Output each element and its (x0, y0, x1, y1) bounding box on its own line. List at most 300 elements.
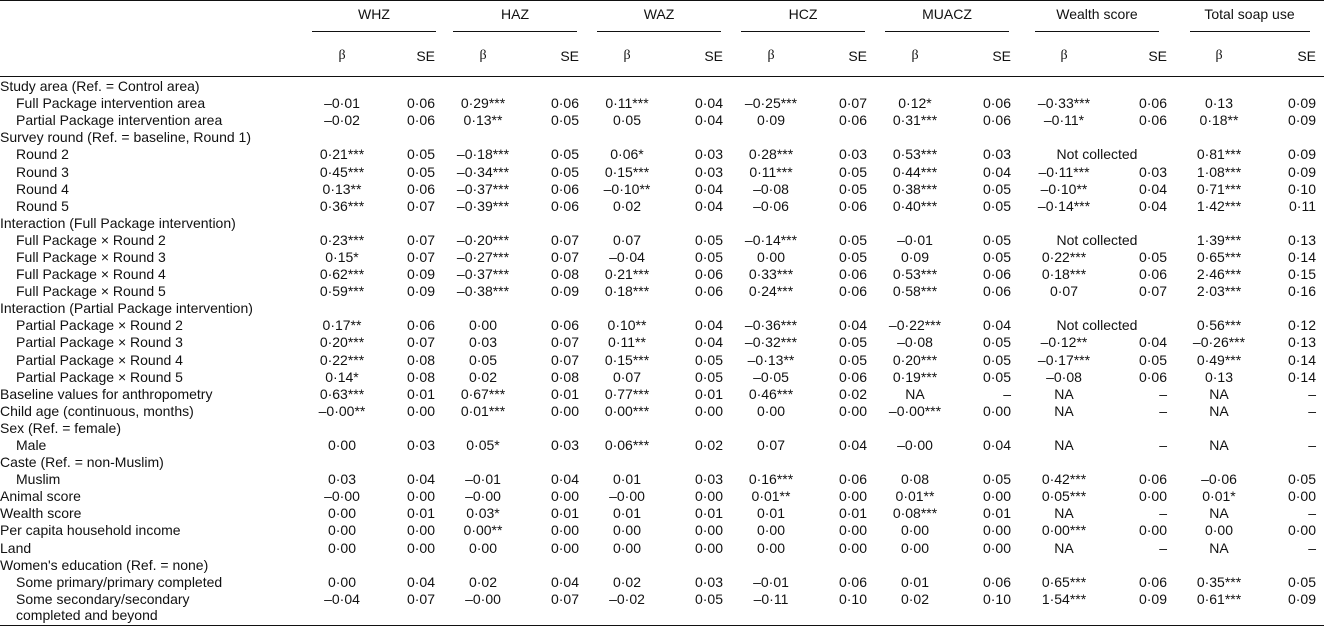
column-group-header (443, 1, 587, 37)
se-value: 0·05 (982, 197, 1011, 214)
row-label: Round 4 (16, 180, 69, 197)
se-header: SE (667, 36, 731, 77)
se-value: 0·03 (1138, 163, 1167, 180)
beta-value: 0·63*** (319, 385, 365, 402)
se-value: – (1159, 539, 1167, 556)
table-row (0, 471, 1324, 488)
se-value: 0·11 (1289, 197, 1316, 214)
beta-value: 0·06*** (604, 437, 650, 454)
table-row (0, 437, 1324, 454)
beta-value: –0·04 (609, 248, 645, 265)
beta-value: 0·03 (468, 334, 498, 351)
se-value: 0·04 (982, 317, 1011, 334)
se-value: 0·05 (694, 248, 723, 265)
beta-value: 0·06* (610, 146, 644, 163)
table-row (0, 283, 1324, 300)
beta-value: 0·45*** (319, 163, 365, 180)
table-row (0, 163, 1324, 180)
beta-value: 0·44*** (892, 163, 938, 180)
beta-value: 0·53*** (892, 266, 938, 283)
beta-value: 0·01*** (460, 402, 506, 419)
beta-value: 0·22*** (319, 351, 365, 368)
row-label: Partial Package × Round 5 (16, 368, 183, 385)
se-value: 0·06 (550, 317, 579, 334)
beta-value: –0·10** (1040, 180, 1088, 197)
table-row (0, 249, 1324, 266)
se-header: SE (811, 36, 875, 77)
beta-value: 0·13** (463, 112, 503, 129)
se-value: 0·07 (550, 334, 579, 351)
beta-value: –0·00 (443, 591, 523, 626)
beta-value: NA (1054, 505, 1074, 522)
se-value: 0·04 (1138, 334, 1167, 351)
beta-value: –0·00 (324, 488, 360, 505)
beta-value: –0·01 (324, 95, 360, 112)
se-value: 0·06 (550, 197, 579, 214)
beta-value: 0·33*** (748, 266, 794, 283)
row-label: Round 3 (16, 163, 69, 180)
se-value: 0·07 (838, 95, 867, 112)
se-value: 0·00 (694, 522, 723, 539)
se-value: – (1159, 505, 1167, 522)
column-group-header (731, 1, 875, 37)
beta-value: 0·71*** (1196, 180, 1242, 197)
beta-value: 0·00** (463, 522, 503, 539)
se-value: 0·04 (694, 197, 723, 214)
se-value: 0·00 (982, 522, 1011, 539)
beta-header: β (443, 36, 523, 77)
table-row (0, 181, 1324, 198)
se-value: 0·00 (1138, 488, 1167, 505)
table-row (0, 215, 1324, 232)
table-body (0, 77, 1324, 626)
se-value: 0·00 (838, 402, 867, 419)
beta-value: –0·20*** (456, 231, 510, 248)
se-value: 0·00 (550, 488, 579, 505)
beta-value: –0·33*** (1037, 95, 1091, 112)
table-row (0, 300, 1324, 317)
se-value: 0·00 (838, 522, 867, 539)
beta-value: –0·13** (747, 351, 795, 368)
row-label: Women's education (Ref. = none) (0, 556, 209, 573)
se-value: 0·05 (982, 471, 1011, 488)
beta-value: 0·49*** (1196, 351, 1242, 368)
row-label: Baseline values for anthropometry (0, 385, 213, 402)
se-value: 0·07 (406, 197, 435, 214)
beta-value: 0·05 (468, 351, 498, 368)
beta-value: 0·00*** (604, 402, 650, 419)
row-label: Caste (Ref. = non-Muslim) (0, 454, 164, 471)
se-value: 0·01 (694, 505, 723, 522)
not-collected-cell: Not collected (1056, 317, 1138, 334)
se-value: 0·06 (406, 112, 435, 129)
beta-value: 0·20*** (319, 334, 365, 351)
row-label: Muslim (16, 471, 61, 488)
se-value: 0·10 (955, 591, 1019, 626)
beta-value: –0·00** (318, 402, 366, 419)
table-row (0, 129, 1324, 146)
se-value: 0·06 (694, 283, 723, 300)
column-group-header (1019, 1, 1175, 37)
row-label: Land (0, 539, 32, 556)
beta-value: 0·22*** (1041, 248, 1087, 265)
se-value: 0·04 (406, 573, 435, 590)
se-value: 0·05 (838, 163, 867, 180)
beta-value: 0·12* (898, 95, 932, 112)
beta-value: –0·04 (305, 591, 379, 626)
beta-value: 0·17** (322, 317, 362, 334)
beta-value: 0·19*** (892, 368, 938, 385)
beta-value: NA (1054, 385, 1074, 402)
beta-value: NA (1054, 402, 1074, 419)
beta-value: 0·00 (900, 522, 930, 539)
se-value: 0·05 (406, 146, 435, 163)
se-value: 0·14 (1287, 351, 1316, 368)
se-value: 0·04 (694, 334, 723, 351)
se-value: 0·06 (838, 573, 867, 590)
se-value: 0·01 (838, 505, 867, 522)
beta-value: –0·00 (609, 488, 645, 505)
beta-value: 0·08 (900, 471, 930, 488)
beta-value: 1·42*** (1196, 197, 1242, 214)
se-value: 0·07 (406, 231, 435, 248)
se-value: – (1159, 437, 1167, 454)
table-row (0, 557, 1324, 574)
beta-value: 0·07 (756, 437, 786, 454)
table-row (0, 232, 1324, 249)
se-value: 0·14 (1287, 248, 1316, 265)
se-value: 0·07 (550, 248, 579, 265)
beta-value: 0·00*** (1041, 522, 1087, 539)
se-value: 0·00 (1287, 488, 1316, 505)
beta-value: 0·11*** (749, 163, 793, 180)
beta-value: 0·46*** (748, 385, 794, 402)
beta-value: 0·02 (612, 197, 642, 214)
beta-value: NA (1209, 402, 1229, 419)
beta-value: –0·14*** (1037, 197, 1091, 214)
se-value: 0·05 (550, 112, 579, 129)
row-label: Full Package intervention area (16, 95, 206, 112)
se-value: 0·04 (982, 437, 1011, 454)
beta-value: 0·03* (466, 505, 500, 522)
table-row (0, 369, 1324, 386)
beta-value: 0·10** (607, 317, 647, 334)
beta-value: 0·00 (468, 317, 498, 334)
se-value: 0·13 (1287, 231, 1316, 248)
se-value: 0·00 (406, 488, 435, 505)
beta-value: NA (1209, 437, 1229, 454)
beta-value: –0·01 (465, 471, 501, 488)
se-value: 0·06 (1138, 471, 1167, 488)
beta-value: –0·36*** (744, 317, 798, 334)
beta-value: –0·18*** (456, 146, 510, 163)
se-value: 0·06 (406, 95, 435, 112)
se-value: 0·06 (982, 266, 1011, 283)
beta-value: –0·17*** (1037, 351, 1091, 368)
se-value: – (1308, 539, 1316, 556)
table-row (0, 266, 1324, 283)
beta-value: –0·22*** (888, 317, 942, 334)
beta-value: 0·03 (327, 471, 357, 488)
se-value: 0·00 (982, 402, 1011, 419)
beta-value: 0·00 (1204, 522, 1234, 539)
column-group-header (305, 1, 443, 37)
beta-value: 0·01 (612, 471, 642, 488)
row-label: Interaction (Partial Package intervention) (0, 300, 253, 317)
se-value: 0·01 (550, 505, 579, 522)
table-row (0, 420, 1324, 437)
se-value: 0·03 (694, 146, 723, 163)
beta-value: 0·00 (327, 437, 357, 454)
not-collected-cell: Not collected (1056, 231, 1138, 248)
beta-value: 0·05 (612, 112, 642, 129)
se-value: 0·05 (694, 351, 723, 368)
se-value: 0·09 (1263, 591, 1324, 626)
beta-value: 0·00 (468, 539, 498, 556)
se-value: 0·00 (550, 539, 579, 556)
row-label: Survey round (Ref. = baseline, Round 1) (0, 129, 251, 146)
table-row (0, 403, 1324, 420)
beta-value: –0·37*** (456, 266, 510, 283)
column-group-label: Wealth score (1035, 6, 1159, 32)
se-value: 0·01 (694, 385, 723, 402)
beta-value: 0·59*** (319, 283, 365, 300)
beta-value: 0·00 (756, 539, 786, 556)
beta-value: –0·38*** (456, 283, 510, 300)
row-label: Study area (Ref. = Control area) (0, 78, 200, 95)
table-header (0, 1, 1324, 77)
se-value: 0·06 (982, 573, 1011, 590)
se-value: 0·09 (406, 266, 435, 283)
row-label: Partial Package × Round 2 (16, 317, 183, 334)
beta-value: 0·77*** (604, 385, 650, 402)
se-header: SE (379, 36, 443, 77)
se-value: 0·08 (406, 368, 435, 385)
beta-value: 0·09 (900, 248, 930, 265)
beta-value: –0·05 (753, 368, 789, 385)
se-value: 0·06 (406, 317, 435, 334)
beta-header: β (305, 36, 379, 77)
se-value: 0·00 (406, 522, 435, 539)
row-label: Partial Package intervention area (16, 112, 223, 129)
beta-value: –0·01 (897, 231, 933, 248)
se-value: 0·05 (838, 180, 867, 197)
se-value: 0·04 (982, 163, 1011, 180)
beta-value: –0·14*** (744, 231, 798, 248)
table-row (0, 317, 1324, 334)
beta-value: 0·00 (327, 505, 357, 522)
se-value: 0·04 (838, 317, 867, 334)
se-value: 0·05 (1138, 248, 1167, 265)
se-value: 0·06 (1138, 112, 1167, 129)
empty-cells (305, 300, 1324, 317)
beta-value: –0·10** (603, 180, 651, 197)
beta-value: 0·07 (612, 231, 642, 248)
se-value: – (1308, 505, 1316, 522)
se-value: 0·03 (550, 437, 579, 454)
beta-value: 0·00 (756, 248, 786, 265)
beta-value: 0·01 (612, 505, 642, 522)
se-value: 0·06 (550, 180, 579, 197)
column-group-label: WAZ (597, 6, 721, 32)
se-value: – (1159, 385, 1167, 402)
row-label: Some secondary/secondary completed and beyond (0, 591, 305, 626)
se-value: 0·09 (1287, 112, 1316, 129)
se-value: 0·09 (406, 283, 435, 300)
se-value: – (1159, 402, 1167, 419)
se-value: 0·07 (406, 248, 435, 265)
row-label: Full Package × Round 5 (16, 283, 166, 300)
beta-value: 0·18** (1199, 112, 1239, 129)
se-value: 0·02 (694, 437, 723, 454)
se-value: 0·06 (838, 368, 867, 385)
se-value: 0·03 (694, 471, 723, 488)
column-group-label: HAZ (453, 6, 577, 32)
se-value: 0·07 (550, 231, 579, 248)
beta-value: –0·32*** (744, 334, 798, 351)
se-value: 0·09 (1109, 591, 1175, 626)
row-label: Interaction (Full Package intervention) (0, 214, 236, 231)
se-value: 0·05 (694, 368, 723, 385)
table-row (0, 454, 1324, 471)
se-value: 0·00 (550, 402, 579, 419)
beta-value: 0·00 (327, 522, 357, 539)
se-header: SE (955, 36, 1019, 77)
se-value: 0·12 (1287, 317, 1316, 334)
beta-value: –0·26*** (1192, 334, 1246, 351)
beta-value: –0·00 (465, 488, 501, 505)
beta-value: 0·14* (325, 368, 359, 385)
se-value: 0·06 (982, 95, 1011, 112)
se-value: 0·00 (1287, 522, 1316, 539)
table-row (0, 198, 1324, 215)
se-value: 0·05 (838, 231, 867, 248)
row-label: Full Package × Round 4 (16, 266, 166, 283)
beta-value: 0·56*** (1196, 317, 1242, 334)
table-row (0, 591, 1324, 626)
beta-header: β (587, 36, 667, 77)
se-value: 0·09 (1287, 146, 1316, 163)
beta-value: 0·21*** (604, 266, 650, 283)
se-value: 0·03 (694, 573, 723, 590)
beta-value: 0·01 (900, 573, 930, 590)
beta-value: 0·24*** (748, 283, 794, 300)
beta-value: 0·02 (468, 573, 498, 590)
se-value: 0·04 (550, 471, 579, 488)
beta-value: 0·15* (325, 248, 359, 265)
column-group-label: WHZ (312, 6, 436, 32)
beta-value: –0·08 (897, 334, 933, 351)
se-value: 0·04 (1138, 180, 1167, 197)
row-label: Animal score (0, 488, 81, 505)
empty-cells (305, 420, 1324, 437)
se-value: 0·05 (982, 231, 1011, 248)
se-value: 0·05 (406, 163, 435, 180)
se-value: 0·06 (1138, 266, 1167, 283)
beta-header: β (731, 36, 811, 77)
header-group-row (0, 1, 1324, 37)
beta-header: β (1019, 36, 1109, 77)
se-value: 0·03 (694, 163, 723, 180)
beta-value: 0·23*** (319, 231, 365, 248)
se-value: 0·05 (550, 163, 579, 180)
beta-value: 0·00 (612, 539, 642, 556)
table-row (0, 352, 1324, 369)
beta-value: NA (1209, 539, 1229, 556)
se-value: 0·06 (694, 266, 723, 283)
se-value: 0·06 (838, 197, 867, 214)
beta-value: –0·25*** (744, 95, 798, 112)
beta-value: 0·13 (1204, 368, 1234, 385)
se-value: 0·09 (1287, 163, 1316, 180)
row-label: Male (16, 437, 47, 454)
se-value: 0·04 (838, 437, 867, 454)
se-value: 0·15 (1287, 266, 1316, 283)
se-value: 0·16 (1287, 283, 1316, 300)
beta-value: –0·06 (1201, 471, 1237, 488)
table-row (0, 334, 1324, 351)
se-value: 0·06 (406, 180, 435, 197)
beta-value: 0·53*** (892, 146, 938, 163)
se-value: 0·04 (550, 573, 579, 590)
table-row (0, 522, 1324, 539)
row-label: Sex (Ref. = female) (0, 419, 121, 436)
se-value: 0·00 (982, 539, 1011, 556)
beta-value: 1·08*** (1196, 163, 1242, 180)
se-value: 0·06 (838, 266, 867, 283)
se-value: 0·05 (1287, 573, 1316, 590)
beta-value: –0·11*** (1038, 163, 1090, 180)
beta-value: NA (1209, 505, 1229, 522)
se-value: 0·14 (1287, 368, 1316, 385)
se-value: 0·13 (1287, 334, 1316, 351)
empty-cells (305, 129, 1324, 146)
se-value: 0·10 (811, 591, 875, 626)
beta-value: –0·08 (753, 180, 789, 197)
se-value: 0·00 (406, 402, 435, 419)
column-group-label: Total soap use (1190, 6, 1310, 32)
se-value: 0·08 (550, 266, 579, 283)
se-value: 0·03 (838, 146, 867, 163)
beta-value: 0·65*** (1196, 248, 1242, 265)
header-blank-cell (0, 1, 305, 77)
se-value: 0·05 (550, 146, 579, 163)
se-value: – (1308, 385, 1316, 402)
row-label: Full Package × Round 3 (16, 248, 166, 265)
beta-value: 1·54*** (1019, 591, 1109, 626)
se-value: 0·05 (667, 591, 731, 626)
beta-value: 0·16*** (748, 471, 794, 488)
se-value: 0·05 (982, 248, 1011, 265)
table-row (0, 505, 1324, 522)
se-value: 0·04 (1138, 197, 1167, 214)
se-value: 0·05 (838, 248, 867, 265)
column-group-label: HCZ (741, 6, 865, 32)
beta-value: –0·11 (731, 591, 811, 626)
se-value: 0·05 (694, 231, 723, 248)
beta-value: NA (1209, 385, 1229, 402)
beta-value: –0·37*** (456, 180, 510, 197)
table-row (0, 574, 1324, 591)
beta-value: –0·34*** (456, 163, 510, 180)
se-value: 0·07 (1138, 283, 1167, 300)
se-value: 0·01 (406, 385, 435, 402)
beta-value: 0·00 (900, 539, 930, 556)
se-value: 0·08 (406, 351, 435, 368)
beta-value: 0·02 (612, 573, 642, 590)
beta-value: 0·05* (466, 437, 500, 454)
beta-value: 0·62*** (319, 266, 365, 283)
